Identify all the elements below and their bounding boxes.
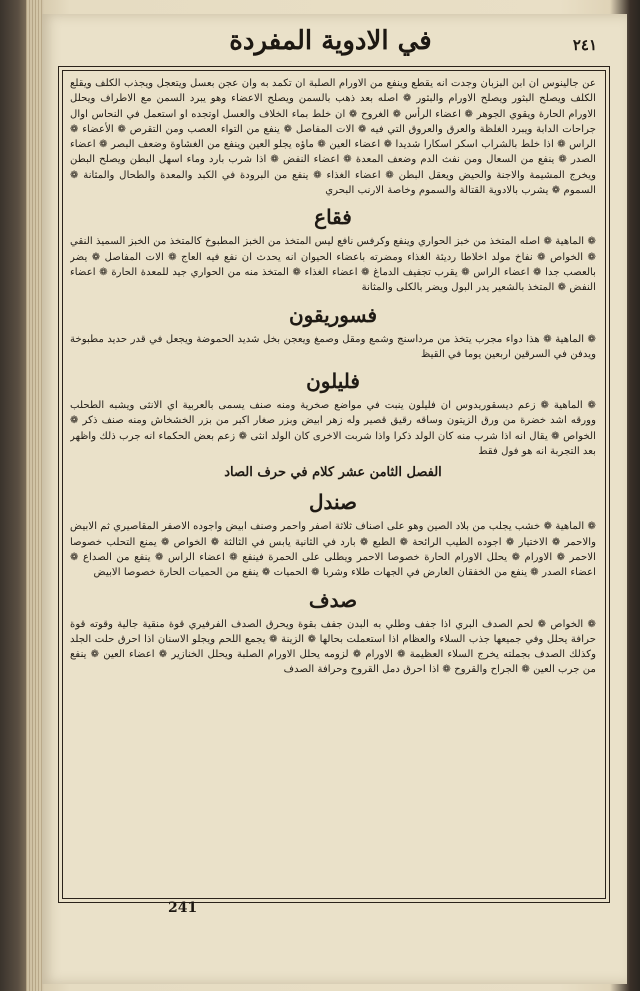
entry-paragraph: ❁ الخواص ❁ لحم الصدف البري اذا جفف وطلي به البدن جفف بقوة ويحرق الصدف الفرفيري قوة منقية جالية وقوته قوة حرافة يحلل وفي جميعها جذب السلاء والعظام اذا استعملت بحالها ❁ الزينة ❁ يجمع اللحم ويجلو الاسنان اذا احرق حلت الجلد وكذلك الصدف بجملته يخرج السلاء العظيمة ❁ الاورام ❁ لزومه يحلل الاورام الصلبة ويحلل الخنازير ❁ اعضاء العين ❁ ينفع من جرب العين ❁ الجراح والقروح ❁ اذا احرق دمل القروح وحرافة الصدف bbox=[70, 618, 596, 676]
running-title: في الادوية المفردة bbox=[229, 26, 432, 56]
page-body-text bbox=[70, 76, 596, 892]
section-heading: الفصل الثامن عشر كلام في حرف الصاد bbox=[224, 465, 442, 481]
entry-heading: فليلون bbox=[306, 369, 360, 394]
book-page-edges bbox=[26, 0, 42, 991]
entry-paragraph: ❁ الماهية ❁ زعم ديسقوريدوس ان فليلون ينبت في مواضع صخرية ومنه صنف يسمى بالعربية اي الانثى ويشبه الطحلب وورقه اشد خضرة من ورق الزيتون وساقه رقيق قصير وله زهر ابيض وبزر صغار اكبر من بزر الخشخاش ومنه صنف ذكر ❁ الخواص ❁ يقال انه اذا شرب منه كان الولد ذكرا واذا شربت الاخرى كان الولد انثى ❁ زعم بعض الحكماء انه جرب ذلك واظهر بعد التجربة انه هو فول فقط bbox=[70, 400, 596, 458]
page-number-top: ٢٤١ bbox=[572, 36, 597, 54]
page-number-bottom: 241 bbox=[168, 900, 198, 916]
entry-paragraph: ❁ الماهية ❁ خشب يجلب من بلاد الصين وهو على اصناف ثلاثة اصفر واحمر وصنف ابيض واجوده الاصفر المقاصيري ثم الابيض والاحمر ❁ الاختيار ❁ اجوده الطيب الرائحة ❁ الطبع ❁ بارد في الثانية يابس في الثالثة ❁ الخواص ❁ يمنع التحلب خصوصا الاحمر ❁ الاورام ❁ يحلل الاورام الحارة خصوصا الاحمر ويطلى على الحمرة فينفع ❁ اعضاء الراس ❁ ينفع من الصداع ❁ اعضاء الصدر ❁ ينفع من الخفقان العارض في الجهات طلاء وشربا ❁ الحميات ❁ ينفع من الحميات الحارة خصوصا الابيض bbox=[70, 521, 596, 579]
entry-paragraph: عن جالينوس ان ابن البزبان وجدت انه يقطع وينفع من الاورام الصلبة ان تكمد به وان عجن بعسل ويتعجل ويجذب الكلف ويقلع الكلف ويصلح البثور ويصلح الاورام والبثور ❁ اصله بعد ذهب بالسمن ويصلح الاعضاء وهو يبرد السمن مع الاطراف ويحلل الاورام الحارة ويقوي الجوهر ❁ اعضاء الرأس ❁ الغروح ❁ ان خلط بماء الخلاف والعسل اوتجده او استعمل في النحاس اوال جراحات الدابة ويبرد الغلظة والعرق والعروق التي فيه ❁ الات المفاصل ❁ ينفع من التواء العصب ومن التقرص ❁ الأعضاء ❁ الراس ❁ اذا خلط بالشراب اسكر اسكارا شديدا ❁ اعضاء العين ❁ ماؤه يجلو العين وينفع من الغشاوة وضعف البصر ❁ اعضاء الصدر ❁ ينفع من السعال ومن نفث الدم وضعف المعدة ❁ اعضاء النفض ❁ اذا شرب بارد وماء اسهل البطن ويصلح البطن ويخرج المشيمة والاجنة والحيض ويعقل البطن ❁ اعضاء الغذاء ❁ ينفع من البرودة في الكبد والمعدة والطحال والمثانة ❁ السموم ❁ يشرب بالادوية القتالة والسموم وخاصة الارنب البحري bbox=[70, 78, 596, 197]
entry-heading: صندل bbox=[308, 490, 358, 515]
entry-heading: صدف bbox=[308, 587, 358, 612]
entry-paragraph: ❁ الماهية ❁ اصله المتخذ من خبز الحواري وينفع وكرفس نافع ليس المتخذ من الخبز المطبوخ كالمتخذ من الخبز السميذ النقي ❁ الخواص ❁ نفاخ مولد اخلاطا رديئة الغذاء ومضرته باعضاء الحيوان انه يحدث ان نفع فيه العاج ❁ الات المفاصل ❁ يضر بالعصب جدا ❁ اعضاء الراس ❁ يقرب تجفيف الدماغ ❁ اعضاء الغذاء ❁ المتخذ منه من الحواري جيد للمعدة الحارة ❁ اعضاء النفض ❁ المتخذ بالشعير يدر البول ويضر بالكلى والمثانة bbox=[70, 236, 596, 294]
running-head bbox=[58, 26, 603, 66]
entry-heading: فسوريقون bbox=[288, 302, 378, 327]
entry-paragraph: ❁ الماهية ❁ هذا دواء مجرب يتخذ من مرداسنج وشمع ومقل وصمغ ويعجن بخل شديد الحموضة ويجعل في قدر حديد مطبوخة ويدفن في السرقين اربعين يوما في القيظ bbox=[70, 333, 596, 360]
entry-heading: فقاع bbox=[314, 205, 352, 230]
